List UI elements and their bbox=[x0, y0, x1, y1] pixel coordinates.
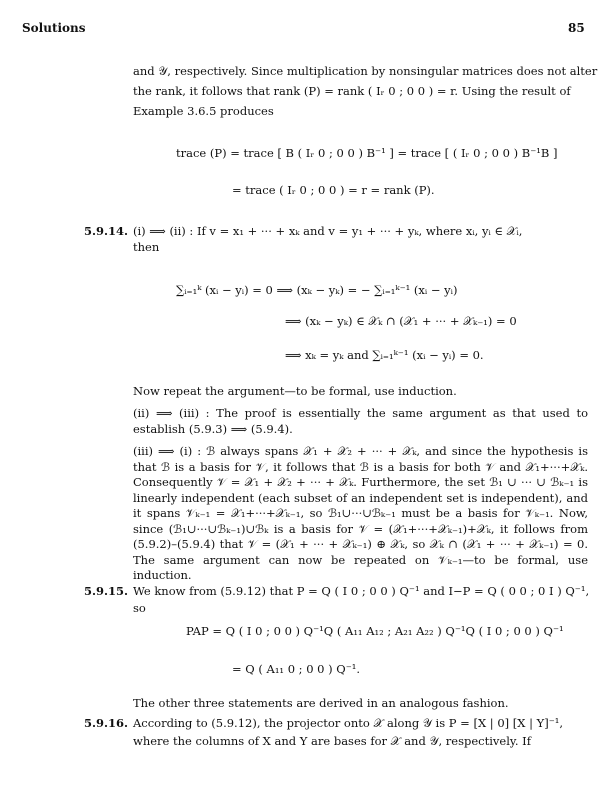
text-line: so bbox=[133, 601, 146, 615]
text-line: We know from (5.9.12) that P = Q ( I 0 ; 0 0 ) Q⁻¹ and I−P = Q ( 0 0 ; 0 I ) Q⁻¹, bbox=[133, 584, 590, 598]
solution-label: 5.9.14. bbox=[84, 224, 129, 238]
equation-pap: PAP = Q ( I 0 ; 0 0 ) Q⁻¹Q ( A₁₁ A₁₂ ; A₂₁ A₂₂ ) Q⁻¹Q ( I 0 ; 0 0 ) Q⁻¹ bbox=[186, 624, 564, 638]
page-number: 85 bbox=[568, 21, 585, 35]
text-line: According to (5.9.12), the projector onto 𝒳 along 𝒴 is P = [X | 0] [X | Y]⁻¹, bbox=[133, 716, 564, 730]
text-line: Example 3.6.5 produces bbox=[133, 104, 274, 118]
equation-sum: ∑ᵢ₌₁ᵏ (xᵢ − yᵢ) = 0 ⟹ (xₖ − yₖ) = − ∑ᵢ₌₁ᵏ⁻¹ (xᵢ − yᵢ) bbox=[176, 283, 458, 297]
equation-trace: trace (P) = trace [ B ( Iᵣ 0 ; 0 0 ) B⁻¹ ] = trace [ ( Iᵣ 0 ; 0 0 ) B⁻¹B ] bbox=[176, 146, 558, 160]
text-line: Now repeat the argument—to be formal, use induction. bbox=[133, 384, 457, 398]
text-line: The other three statements are derived in an analogous fashion. bbox=[133, 696, 509, 710]
text-line: then bbox=[133, 240, 160, 254]
paragraph: (iii) ⟹ (i) : ℬ always spans 𝒳₁ + 𝒳₂ + ··· + 𝒳ₖ, and since the hypothesis is that ℬ is a basis for 𝒱, it follows that ℬ is a basis for both 𝒱 and 𝒳₁+···+𝒳ₖ. Consequently 𝒱 = 𝒳₁ + 𝒳₂ + ··· + 𝒳ₖ. Furthermore, the set ℬ₁ ∪ ··· ∪ ℬₖ₋₁ is linearly independent (each subset of an independent set is independent), and it spans 𝒱ₖ₋₁ = 𝒳₁+···+𝒳ₖ₋₁, so ℬ₁∪···∪ℬₖ₋₁ must be a basis for 𝒱ₖ₋₁. Now, since (ℬ₁∪···∪ℬₖ₋₁)∪ℬₖ is a basis for 𝒱 = (𝒳₁+···+𝒳ₖ₋₁)+𝒳ₖ, it follows from (5.9.2)–(5.9.4) that 𝒱 = (𝒳₁ + ··· + 𝒳ₖ₋₁) ⊕ 𝒳ₖ, so 𝒳ₖ ∩ (𝒳₁ + ··· + 𝒳ₖ₋₁) = 0. The same argument can now be repeated on 𝒱ₖ₋₁—to be formal, use induction. bbox=[133, 444, 588, 582]
equation-pap-2: = Q ( A₁₁ 0 ; 0 0 ) Q⁻¹. bbox=[232, 662, 361, 676]
text-line: (i) ⟹ (ii) : If v = x₁ + ··· + xₖ and v = y₁ + ··· + yₖ, where xᵢ, yᵢ ∈ 𝒳ᵢ, bbox=[133, 224, 523, 238]
solution-label: 5.9.16. bbox=[84, 716, 129, 730]
paragraph: (ii) ⟹ (iii) : The proof is essentially the same argument as that used to establish (5.9.3) ⟹ (5.9.4). bbox=[133, 406, 588, 436]
text-line: where the columns of X and Y are bases for 𝒳 and 𝒴, respectively. If bbox=[133, 734, 531, 748]
equation-trace-2: = trace ( Iᵣ 0 ; 0 0 ) = r = rank (P). bbox=[232, 183, 435, 197]
equation-intersection: ⟹ (xₖ − yₖ) ∈ 𝒳ₖ ∩ (𝒳₁ + ··· + 𝒳ₖ₋₁) = 0 bbox=[285, 314, 517, 328]
text-line: and 𝒴, respectively. Since multiplication by nonsingular matrices does not alter bbox=[133, 64, 598, 78]
equation-equal: ⟹ xₖ = yₖ and ∑ᵢ₌₁ᵏ⁻¹ (xᵢ − yᵢ) = 0. bbox=[285, 348, 484, 362]
text-line: the rank, it follows that rank (P) = rank ( Iᵣ 0 ; 0 0 ) = r. Using the result of bbox=[133, 84, 571, 98]
running-header: Solutions bbox=[22, 21, 86, 35]
solution-label: 5.9.15. bbox=[84, 584, 129, 598]
